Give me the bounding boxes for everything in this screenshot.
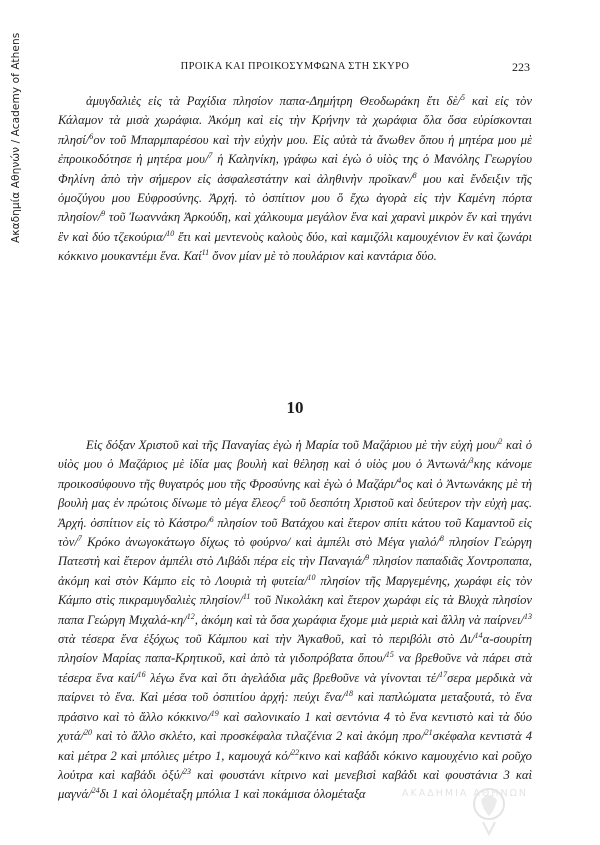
line-number: 7 [208, 151, 213, 161]
line-number: 19 [210, 708, 219, 718]
line-number: 11 [242, 592, 251, 602]
line-number: 6 [89, 131, 94, 141]
line-number: 3 [469, 456, 474, 466]
text-run: ἔτι καὶ μεντενοὺς καλοὺς δύο, καὶ καμιζόλι καμουχένιον ἓν καὶ ζωνάρι κόκκινο μουκαντέμι ἕνα. Καί [58, 229, 532, 264]
text-run: ὄνον μίαν μὲ τὸ πουλάριον καὶ καντάρια δύο. [209, 249, 437, 264]
text-run: ἀμυγδαλιὲς εἰς τὰ Ραχίδια πλησίον παπα-Δημήτρη Θεοδωράκη ἔτι δὲ/ [86, 94, 461, 108]
text-run: λέγω ἕνα καὶ ὅτι ἀγελάδια μᾶς βρεθοῦνε νὰ γίνονται τέ/ [145, 670, 440, 685]
line-number: 5 [460, 93, 465, 102]
watermark [402, 782, 570, 842]
text-run: Κρόκο ἀνωγοκάτωγο δίχως τὸ φούρνο/ καὶ ἀμπέλι στὸ Μέγα γιαλό/ [81, 535, 440, 550]
line-number: 9 [365, 553, 370, 563]
side-label [10, 8, 30, 243]
text-run: να βρεθοῦνε νὰ πάρει στὰ τέσερα ἕνα καί/ [58, 651, 533, 685]
text-run: Εἰς δόξαν Χριστοῦ καὶ τῆς Παναγίας ἐγὼ ἡ Μαρία τοῦ Μαζάριου μὲ τὴν εὐχὴ μου/ [86, 438, 499, 452]
text-run: σκέφαλα κεντιστὰ 4 καὶ μέτρα 2 καὶ μπόλιες μέτρο 1, καμουχά κό/ [58, 729, 532, 763]
text-run: κης κάνομε προικοσύφουνο τῆς θυγατρός μου τῆς Φροσύνης καὶ ἐγὼ ὁ Μαζάρι/ [58, 457, 532, 491]
text-run: τοῦ Νικολάκη καὶ ἕτερον χωράφι εἰς τὰ Βλυχὰ πλησίον παπα Γεώργη Μιχαλά-κη/ [58, 593, 532, 627]
text-block-1 [58, 92, 532, 267]
line-number: 13 [523, 611, 532, 621]
text-run: καὶ τὸ ἄλλο σκλέτο, καὶ προσκέφαλα τιλαζένια 2 καὶ ἀκόμη προ/ [91, 729, 425, 744]
line-number: 10 [166, 228, 175, 238]
text-block-2 [58, 436, 532, 805]
text-run: α-σουρίτη πλησίον Μαρίας παπα-Κρητικοῦ, καὶ ἀπὸ τὰ γιδοπρόβατα ὅπου/ [58, 632, 532, 666]
line-number: 5 [281, 495, 286, 505]
text-run: πλησίον τῆς Μαργεμένης, χωράφι εἰς τὸν Κάμπο στὶς πικραμυγδαλιὲς πλησίον/ [58, 573, 532, 608]
line-number: 16 [137, 669, 146, 679]
line-number: 10 [307, 572, 316, 582]
text-run: πλησίον τοῦ Βατάχου καὶ ἕτερον σπίτι κάτου τοῦ Καμαντοῦ εἰς τὸν/ [58, 515, 532, 550]
line-number: 21 [424, 728, 433, 738]
paragraph-1 [58, 92, 532, 267]
text-run: σερα μερδικὰ νὰ παίρνει τὸ ἕνα. Καὶ μέσα τοῦ ὀσπιτίου ἀρχή: πεύχι ἕνα/ [58, 670, 532, 705]
text-run: ος καὶ ὁ Ἀντωνάκης μὲ τὴ βουλὴ μας ἐν πρώτοις δίνωμε τὸ μέγα ἔλεος/ [58, 476, 532, 511]
text-run: καὶ παπλώματα μεταξουτά, τὸ ἕνα πράσινο καὶ τὸ ἄλλο κόκκινο/ [58, 690, 532, 724]
text-run: καὶ εἰς τὸν Κάλαμον τὰ μισὰ χωράφια. Ἀκόμη καὶ εἰς τὴν Κρήνην τὰ χωράφια ὅλα ὅσα εὑρίσκονται πλησί/ [58, 94, 532, 147]
line-number: 6 [209, 514, 214, 524]
running-title: ΠΡΟΙΚΑ ΚΑΙ ΠΡΟΙΚΟΣΥΜΦΩΝΑ ΣΤΗ ΣΚΥΡΟ [180, 61, 410, 72]
text-run: πλησίον παπαδιᾶς Χοντροπαπα, ἀκόμη καὶ στὸν Κάμπο εἰς τὸ Λουριὰ τὴ φυτεία/ [58, 554, 532, 588]
page-number: 223 [512, 60, 530, 74]
text-run: στὰ τέσερα ἕνα ἐξόχως τοῦ Κάμπου καὶ τὴν Ἀγκαθοῦ, καὶ τὸ περιβόλι στὸ Δι/ [58, 632, 475, 647]
side-label-text: Ακαδημία Αθηνών / Academy of Athens [10, 32, 22, 243]
text-run: πλησίον Γεώργη Πατεστὴ καὶ ἕτερον ἀμπέλι στὸ Λιβάδι πέρα εἰς τὴν Παναγιά/ [58, 535, 532, 569]
watermark-text: ΑΚΑΔΗΜΙΑ ΑΘΗΝΩΝ [402, 788, 528, 799]
text-run: καὶ φουστάνι κίτρινο καὶ μενεβισὶ καβάδι καὶ φουστάνια 3 καὶ μαγνά/ [58, 767, 533, 802]
line-number: 15 [385, 650, 394, 660]
line-number: 8 [439, 534, 444, 544]
line-number: 23 [182, 766, 191, 776]
line-number: 8 [412, 170, 417, 180]
line-number: 18 [345, 689, 353, 699]
text-run: τοῦ Ἰωαννάκη Ἀρκούδη, καὶ χάλκουμα μεγάλον ἕνα καὶ χαρανὶ μικρὸν ἕν καὶ τηγάνι ἓν καὶ δύο τζεκούρια/ [58, 210, 532, 244]
text-run: καὶ ὁ υἱὸς μου ὁ Μαζάριος μὲ ἰδία μας βουλὴ καὶ θέλησῃ καὶ ὁ υἱὸς μου ὁ Ἀντωνά/ [58, 438, 533, 472]
academy-seal-icon [467, 782, 511, 838]
line-number: 14 [474, 631, 483, 641]
line-number: 12 [186, 611, 195, 621]
text-run: καὶ σαλονικαίο 1 καὶ σεντόνια 4 τὸ ἕνα κεντιστὸ καὶ τὰ δύο χυτά/ [58, 709, 532, 744]
text-run: τοῦ δεσπότη Χριστοῦ καὶ δεύτερον τὴν εὐχὴ μας. Ἀρχή. ὀσπίτιον εἰς τὸ Κάστρο/ [58, 496, 532, 530]
text-run: δι 1 καὶ ὁλομέταξη μπόλια 1 καὶ ποκάμισα ὁλομέταξα [99, 787, 366, 802]
line-number: 24 [91, 786, 100, 796]
line-number: 20 [83, 728, 92, 738]
paragraph-2 [58, 436, 532, 805]
line-number: 2 [498, 437, 503, 446]
line-number: 9 [101, 209, 106, 219]
line-number: 22 [291, 747, 300, 757]
line-number: 11 [201, 248, 210, 258]
section-number: 10 [286, 398, 304, 417]
line-number: 4 [397, 475, 402, 485]
running-header [60, 61, 530, 79]
line-number: 17 [439, 669, 448, 679]
text-run: μου καὶ ἔνδειξιν τῆς ὁμοζύγου μου Εὐφροσύνης. Ἀρχή. τὸ ὀσπίτιον μου ὅ ἔχω ἀγορὰ εἰς τὴν Καμένη πόρτα πλησίον/ [58, 171, 532, 225]
text-run: ον τοῦ Μπαρμπαρέσου καὶ τὴν εὐχὴν μου. Εἰς αὐτὰ τὰ ἄνωθεν ὅπου ἡ μητέρα μου μὲ ἐπροικοδότησε ἡ μητέρα μου/ [58, 132, 532, 167]
text-run: ἡ Καληνίκη, γράφω καὶ ἐγὼ ὁ υἱὸς της ὁ Μανόλης Γεωργίου Φηλίνη ἀπὸ τὴν σήμερον εἰς ἀσφαλεστάτην καὶ ἀληθινὴν προῖκαν/ [58, 152, 532, 186]
text-run: , ἀκόμη καὶ τὰ ὅσα χωράφια ἔχομε μιὰ μεριὰ καὶ ἄλλη νὰ παίρνει/ [194, 612, 524, 627]
line-number: 7 [77, 534, 82, 544]
text-run: κινο καὶ καβάδι κόκινο καμουχένιο καὶ ροῦχο λούτρα καὶ καβάδι ὀξύ/ [58, 748, 532, 782]
